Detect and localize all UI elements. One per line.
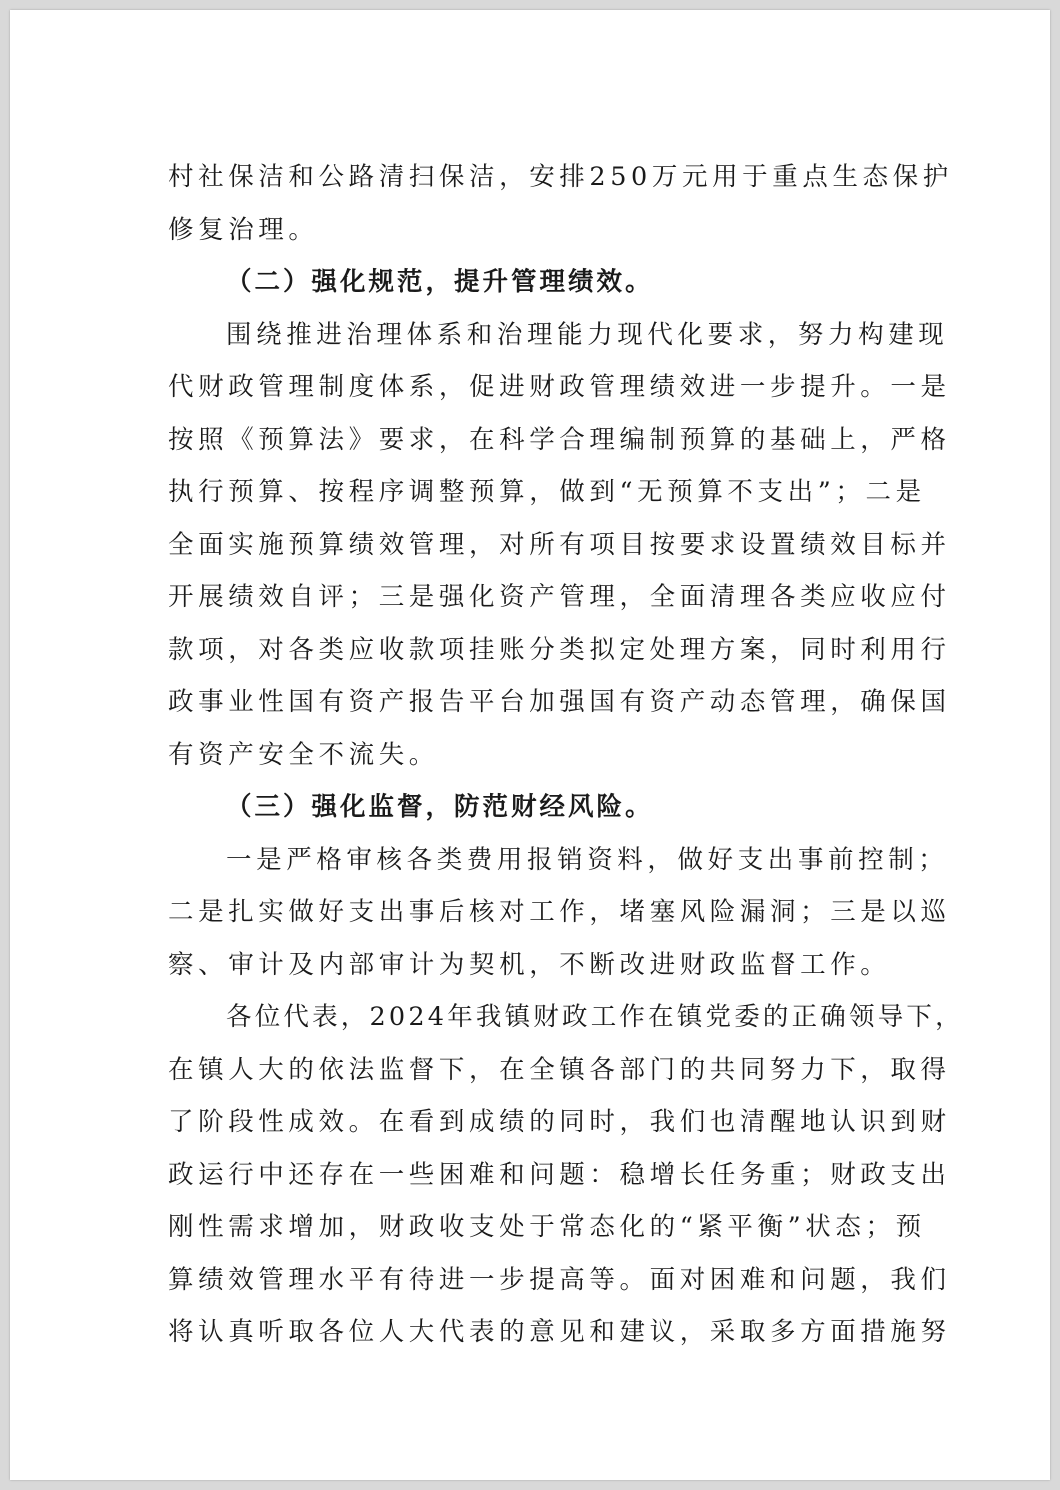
text-line: 按照《预算法》要求，在科学合理编制预算的基础上，严格: [168, 424, 951, 455]
section-heading-3: （三）强化监督，防范财经风险。: [226, 792, 654, 822]
text-line: 刚性需求增加，财政收支处于常态化的“紧平衡”状态；预: [168, 1212, 926, 1242]
section-heading-2: （二）强化规范，提升管理绩效。: [226, 267, 654, 297]
text-line: 围绕推进治理体系和治理能力现代化要求，努力构建现: [226, 319, 949, 350]
text-line: 二是扎实做好支出事后核对工作，堵塞风险漏洞；三是以巡: [168, 897, 951, 927]
text-line: 察、审计及内部审计为契机，不断改进财政监督工作。: [168, 949, 891, 980]
text-line: 政事业性国有资产报告平台加强国有资产动态管理，确保国: [168, 687, 951, 717]
text-line: 各位代表，2024年我镇财政工作在镇党委的正确领导下，: [226, 1002, 964, 1032]
text-line: 代财政管理制度体系，促进财政管理绩效进一步提升。一是: [168, 372, 951, 402]
text-line: 一是严格审核各类费用报销资料，做好支出事前控制；: [226, 844, 949, 875]
text-line: 款项，对各类应收款项挂账分类拟定处理方案，同时利用行: [168, 634, 951, 665]
text-line: 村社保洁和公路清扫保洁，安排250万元用于重点生态保护: [168, 162, 953, 192]
text-line: 全面实施预算绩效管理，对所有项目按要求设置绩效目标并: [168, 529, 951, 560]
document-page: [10, 10, 1050, 1480]
document-body: [168, 151, 964, 1359]
text-line: 开展绩效自评；三是强化资产管理，全面清理各类应收应付: [168, 582, 951, 612]
text-line: 将认真听取各位人大代表的意见和建议，采取多方面措施努: [168, 1317, 951, 1347]
text-line: 有资产安全不流失。: [168, 739, 439, 770]
text-line: 算绩效管理水平有待进一步提高等。面对困难和问题，我们: [168, 1264, 951, 1295]
text-line: 执行预算、按程序调整预算，做到“无预算不支出”；二是: [168, 477, 926, 507]
text-line: 政运行中还存在一些困难和问题：稳增长任务重；财政支出: [168, 1159, 951, 1190]
text-line: 修复治理。: [168, 214, 319, 245]
text-line: 在镇人大的依法监督下，在全镇各部门的共同努力下，取得: [168, 1054, 951, 1085]
text-line: 了阶段性成效。在看到成绩的同时，我们也清醒地认识到财: [168, 1107, 951, 1137]
